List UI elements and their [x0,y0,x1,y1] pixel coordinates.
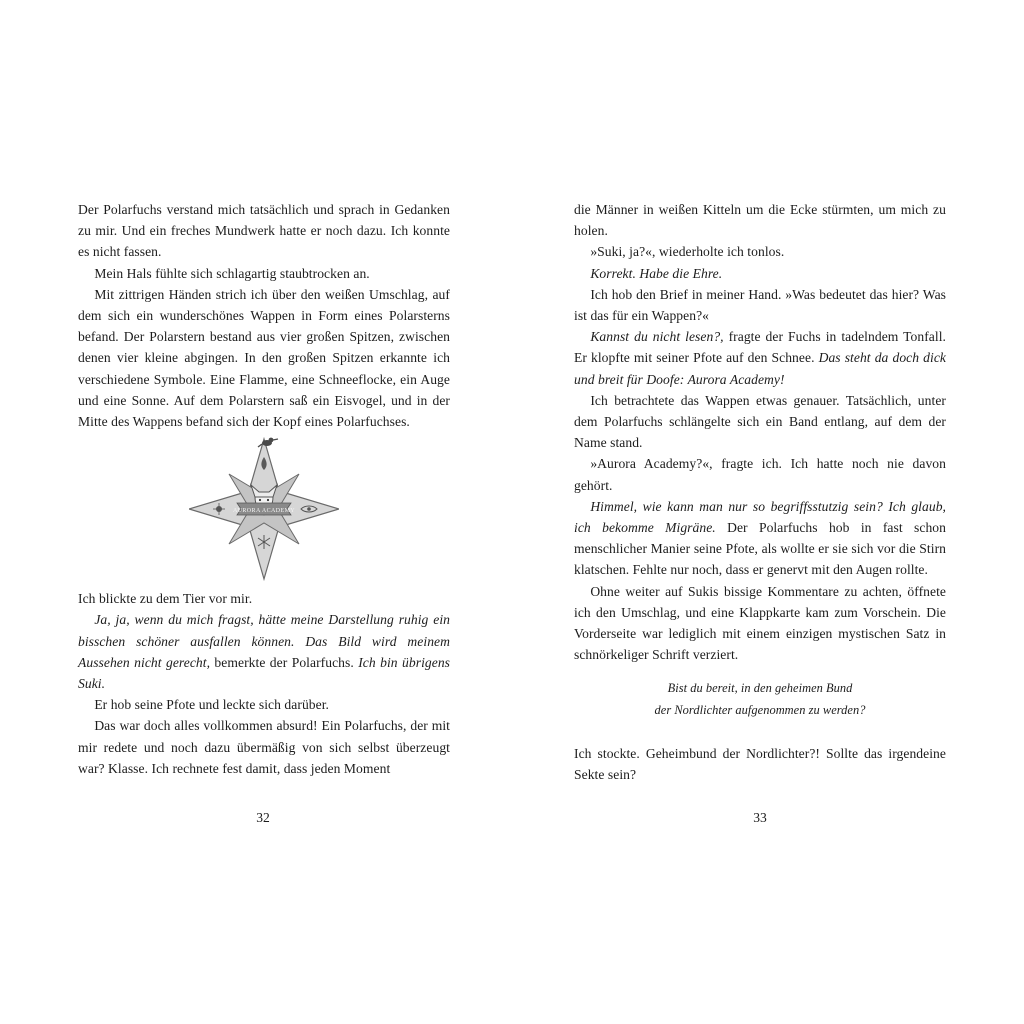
paragraph [78,694,450,715]
text-run: »Aurora Academy?«, fragte ich. Ich hatte noch nie davon gehört. [574,456,946,493]
paragraph [574,390,946,454]
paragraph [78,588,450,609]
emblem [78,434,450,584]
text-run: Ich hob den Brief in meiner Hand. »Was bedeutet das hier? Was ist das für ein Wappen?« [574,286,946,324]
paragraph [574,453,946,495]
italic-run: Kannst du nicht lesen?, [590,329,724,345]
text-run: Ich blickte zu dem Tier vor mir. [78,591,253,607]
italic-run: Das steht da doch dick und breit für Doofe: Aurora Academy! [574,350,946,387]
paragraph [574,284,946,326]
text-run: Mein Hals fühlte sich schlagartig staubtrocken an. [94,265,370,281]
paragraph [78,715,450,779]
paragraph [574,581,946,666]
paragraph [78,263,450,284]
paragraph [78,284,450,432]
right-page [574,199,946,785]
text-run: Ich stockte. Geheimbund der Nordlichter?! Sollte das irgendeine Sekte sein? [574,745,946,783]
kingfisher-icon [258,438,278,447]
paragraph [574,199,946,241]
paragraph [574,241,946,262]
text-run: die Männer in weißen Kitteln um die Ecke stürmten, um mich zu holen. [574,202,946,239]
text-run: fragte der Fuchs in tadelndem Tonfall. Er klopfte mit seiner Pfote auf den Schnee. [574,329,946,366]
right-page-text-top [574,199,946,665]
paragraph [78,199,450,263]
italic-run: Ich bin übrigens Suki. [78,654,451,692]
left-page-text-top [78,199,450,432]
left-page [78,199,450,779]
card-motto [574,678,946,720]
italic-run: Korrekt. Habe die Ehre. [590,265,723,281]
italic-run: Ja, ja, wenn du mich fragst, hätte meine Darstellung ruhig ein bisschen schöner ausfallen können. Das Bild wird meinem Aussehen nicht gerecht, [78,612,450,670]
svg-text:AURORA ACADEMY: AURORA ACADEMY [232,508,296,515]
right-page-text-bottom [574,743,946,785]
text-run: Ich betrachtete das Wappen etwas genauer. Tatsächlich, unter dem Polarfuchs schlängelte sich ein Band entlang, auf dem der Name stand. [574,392,946,451]
page-number-left: 32 [256,810,270,825]
text-run: bemerkte der Polarfuchs. [210,654,359,670]
paragraph [574,326,946,390]
text-run: Der Polarfuchs verstand mich tatsächlich und sprach in Gedanken zu mir. Und ein freches Mundwerk hatte er noch dazu. Ich konnte es nicht fassen. [78,202,450,260]
motto-line: der Nordlichter aufgenommen zu werden? [654,702,866,717]
polar-star-crest-icon [189,435,339,583]
paragraph [574,743,946,785]
paragraph [574,263,946,284]
page-number-right: 33 [753,810,767,825]
crest-banner [233,503,295,515]
text-run: »Suki, ja?«, wiederholte ich tonlos. [590,244,785,260]
text-run: Er hob seine Pfote und leckte sich darüber. [94,697,329,713]
paragraph [78,609,450,694]
motto-line: Bist du bereit, in den geheimen Bund [667,681,853,696]
text-run: Ohne weiter auf Sukis bissige Kommentare zu achten, öffnete ich den Umschlag, und eine Klappkarte kam zum Vorschein. Die Vorderseite war lediglich mit einem einzigen mystischen Satz in schnörkeliger Schrift verziert. [574,583,946,663]
text-run: Mit zittrigen Händen strich ich über den weißen Umschlag, auf dem sich ein wunderschönes Wappen in Form eines Polarsterns befand. Der Polarstern bestand aus vier großen Spitzen, zwischen denen vier kleine abgingen. In den großen Spitzen erkannte ich verschiedene Symbole. Eine Flamme, eine Schneeflocke, ein Auge und eine Sonne. Auf dem Polarstern saß ein Eisvogel, und in der Mitte des Wappens befand sich der Kopf eines Polarfuchses. [78,286,450,430]
text-run: Der Polarfuchs hob in fast schon menschlicher Manier seine Pfote, als wollte er sie sich vor die Stirn klatschen. Fehlte nur noch, dass er genervt mit den Augen rollte. [574,520,946,578]
italic-run: Himmel, wie kann man nur so begriffsstutzig sein? Ich glaub, ich bekomme Migräne. [574,498,946,536]
paragraph [574,496,946,581]
left-page-text-bottom [78,588,450,779]
text-run: Das war doch alles vollkommen absurd! Ein Polarfuchs, der mit mir redete und noch dazu übermäßig von sich selbst überzeugt war? Klasse. Ich rechnete fest damit, dass jeden Moment [78,718,450,776]
